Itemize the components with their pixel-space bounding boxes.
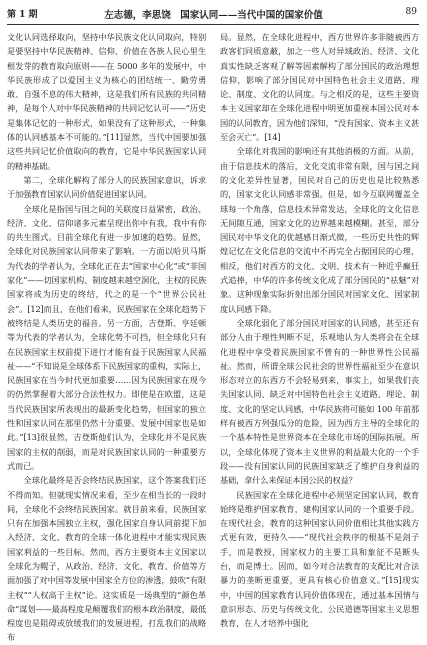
- right-column: [220, 30, 419, 630]
- paragraph: 全球化是指国与国之间的关联度日益紧密，政治、经济、文化、信仰诸多元素呈现出你中有我，我中有你的共生图式。目前全球化有进一步加速的趋势。显然，全球化对民族国家认同带来了影响。一方面以哈贝马斯为代表的学者认为，全球化正在去“国家中心化”或“非国家化”——切国家机构、制度越来越空洞化，主权的民族国家将成为历史的终结，代之的是一个“世界公民社会”。[12]而且，在他们看来，民族国家在全球化趋势下被终结是人类历史的福音。另一方面，吉登斯、亨廷顿等为代表的学者认为，全球化势不可挡，但全球化只有在民族国家主权前提下进行才能有益于民族国家人民福祉——“不知说是全球体系下民族国家的重构，实际上，民族国家在当今时代更加重要……因为民族国家在现今的仍然掌握着大部分合法性权力。即使是在欧盟，这是当代民族国家所表现出的最新变化趋势，但国家的独立性和国家认同在那里仍然十分重要。发展中国家也是如此。”[13]很显然，吉登斯他们认为，全球化并不是民族国家的主权的削弱，而是对民族国家认同的一种重要方式而已。: [7, 203, 206, 471]
- left-column: [7, 30, 206, 643]
- header-rule: [7, 24, 419, 25]
- page-number: 89: [405, 7, 417, 17]
- paragraph: 第二，全球化解构了部分人的民族国家意识，诉求于加强教育国家认同价值促进国家认同。: [7, 174, 206, 200]
- paragraph: 全球化弱化了部分国民对国家的认同感，甚至还有部分人由于理性判断不足，乐观地认为人类将会在全球化进程中享受着民族国家不曾有的一种世界性公民福祉。然而，所谓全球公民社会的世界性福祉至少在意识形态对立的东西方不会轻易到来，事实上，如果我们丧失国家认同、缺乏对中国特色社会主义道路、理论、制度、文化的坚定认同感，中华民族将可能如 100 年前那样有被西方列强瓜分的危险，因为西方主导的全球化的一个基本特性是世界资本在全球化市场的国际拓展。所以，全球化体现了资本主义世界的利益最大化的一个手段——没有国家认同的民族国家缺乏了维护自身利益的基础，拿什么来保证本国公民的权益？: [220, 317, 419, 486]
- paragraph: 局。显然，在全球化进程中，西方世界许多非随被西方政客们同质意蔽，加之一些人对异域政治、经济、文化真实性缺乏客观了解等因素解构了部分国民的政治理想信仰，影响了部分国民对中国特色社会主义道路、理论、制度、文化的认同度。与之相反的是，这些主要资本主义国家却在全球化进程中明更加重视本国公民对本国的认同教育，因为他们深知，“没有国家、资本主义甚至会灭亡”。[14]: [220, 32, 419, 143]
- page-header: [0, 0, 427, 26]
- running-title: 左志德，李思饶 国家认同——当代中国的国家价值: [104, 10, 323, 21]
- paragraph: 全球化最终是否会终结民族国家，这个答案我们还不得而知。但就现实情况来看，至少在相当长的一段时间，全球化不会终结民族国家。就目前来看，民族国家只有在加强本国独立主权，强化国家自身认同前提下加入经济、文化、教育的全球一体化进程中才能实现民族国家利益的一些目标。然而，西方主要资本主义国家以全球化为幌子，从政治、经济、文化、教育、价值等方面加强了对中国等发展中国家全方位的渗透，鼓吹“有限主权”“人权高于主权”论。这实质是一场典型的“颜色革命”谋划——最高程度是颠覆我们的根本政治制度，最低程度也是阻碍或放缓我们的发展进程，打乱我们的战略布: [7, 475, 206, 643]
- paragraph: 民族国家在全球化进程中必须坚定国家认同，教育始终是维护国家教育，建构国家认同的一个重要手段。在现代社会，教育的这种国家认同价值相比其他实践方式更有效，更持久——“现代社会秩序的根基不是刽子手，而是教授，国家权力的主要工具和象征不是断头台，而是博士。因而，如今对合法教育的支配比对合法暴力的垄断更重要，更具有核心价值意义。”[15]现实中，中国的国家教育认同价值体现在，通过基本国情与意识形态、历史与传统文化、公民道德等国家主义思想教育，在人才培养中强化: [220, 489, 419, 629]
- paragraph: 文化认同选择取向，坚持中华民族文化认同取向，特别是要坚持中华民族精神、信仰、价值在各族人民心里生根发芽的教育取向原则——在 5000 多年的发展中，中华民族形成了以爱国主义为核心的团结统一、勤劳勇敢、自强不息的伟大精神，这是我们所有民族的共同精神，是每个人对中华民族精神的共同记忆认可——“历史是集体记忆的一种形式，如果没有了这种形式，一种集体的认同感基本不可能的。”[11]显然，当代中国要加强这些共同记忆价值取向的教育，它是中华民族国家认同的精神基础。: [7, 32, 206, 171]
- paragraph: 全球化对我国的影响还有其他消极的方面。从前，由于信息技术的落后，文化交流非常有限，国与国之间的文化差异性显著，国民对自己的历史也是比较熟悉的，国家文化认同感非常强。但是，如今互联网覆盖全球每一个角落，信息技术异常发达，全球化的文化信息无间隙互通，国家文化的边界越来越模糊。甚至，部分国民对中华文化的优越感日渐式微，一些历史共性的辉煌记忆在文化信息的交流中不再完全占据国民的心理，相反，他们对西方的文化、文明、技术有一种近乎癫狂式追捧，中华的许多传统文化成了部分国民的“祛魅”对象。这种现象实际折射出部分国民对国家文化、国家制度认同感下降。: [220, 146, 419, 314]
- issue-number: 第 1 期: [7, 10, 38, 20]
